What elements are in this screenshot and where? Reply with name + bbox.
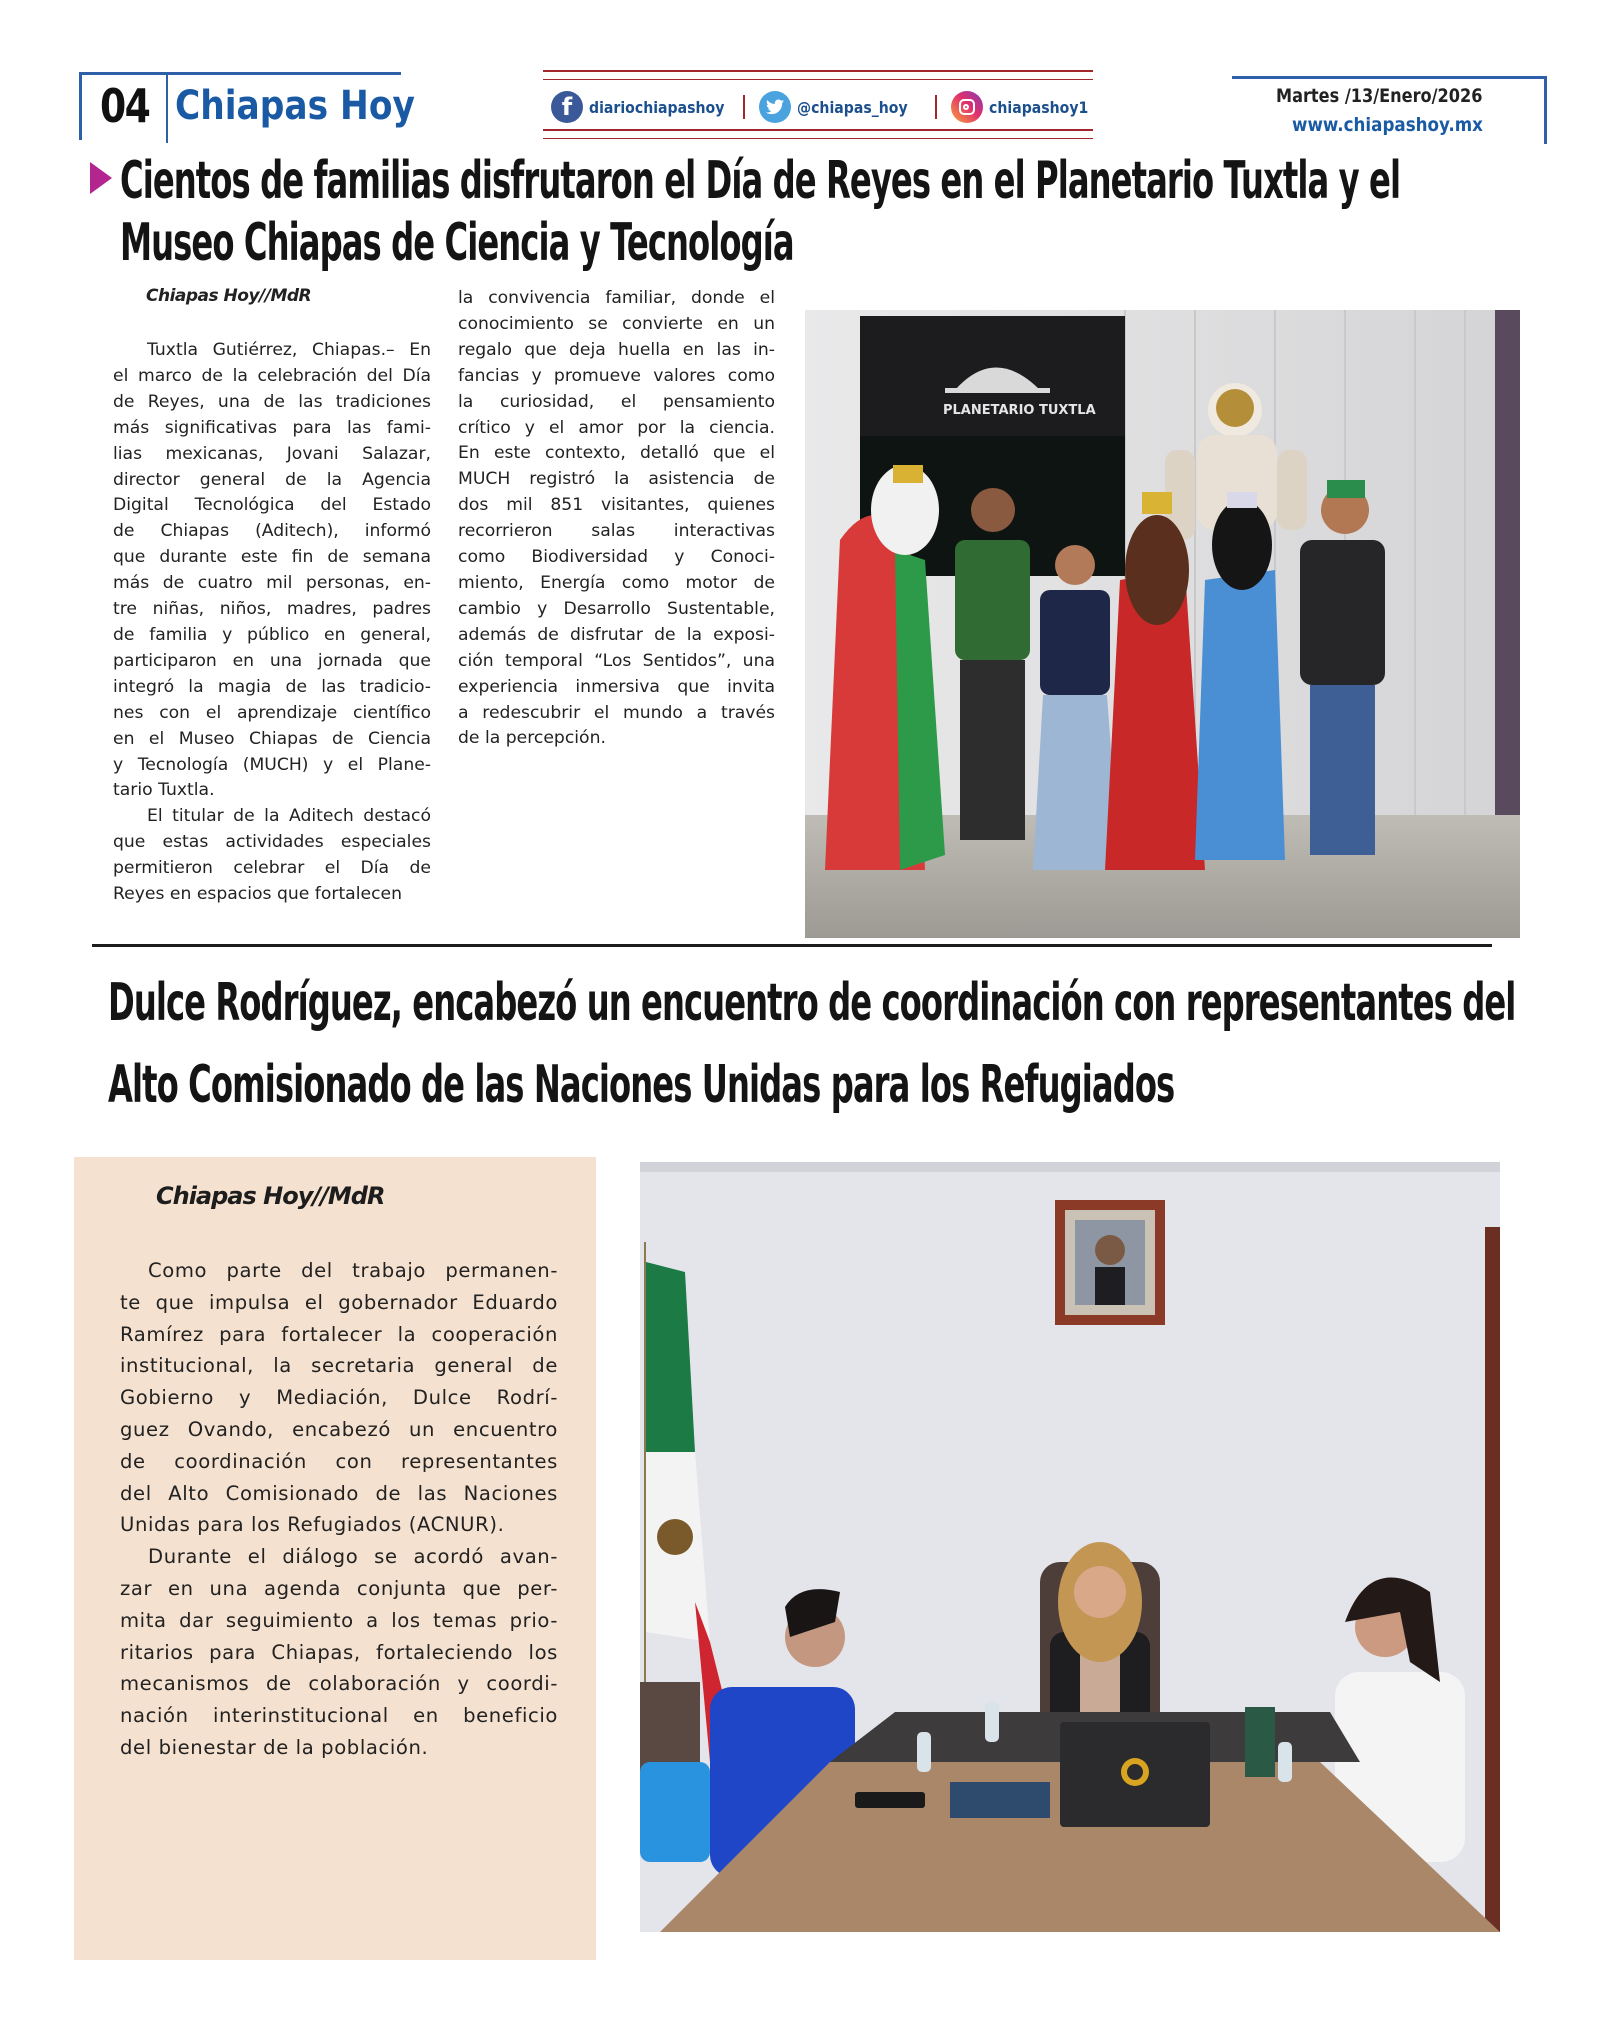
text-line: Reyes en espacios que fortalecen (113, 884, 402, 905)
text-line: Ramírez para fortalecer la cooperación (120, 1322, 558, 1346)
text-line: que estas actividades especiales (113, 832, 431, 853)
headline-line: Alto Comisionado de las Naciones Unidas para los Refugiados (108, 1055, 1175, 1115)
rule (543, 79, 1093, 80)
twitter-handle: @chiapas_hoy (796, 97, 908, 117)
article-separator-rule (92, 944, 1492, 947)
text-line: integró la magia de las tradicio- (113, 676, 431, 697)
text-line: Como parte del trabajo permanen- (148, 1259, 558, 1282)
instagram-handle: chiapashoy1 (988, 97, 1088, 117)
page-header-right (1232, 76, 1547, 144)
text-line: la curiosidad, el pensamiento (458, 391, 775, 412)
planetarium-sign-text: PLANETARIO TUXTLA (943, 403, 1096, 418)
text-line: permitieron celebrar el Día de (113, 858, 431, 879)
article2-photo (640, 1162, 1500, 1932)
text-line: a redescubrir el mundo a través (458, 702, 775, 723)
text-line: más significativas para las fami- (113, 417, 431, 438)
text-line: la convivencia familiar, donde el (458, 288, 775, 308)
text-line: conocimiento se convierte en un (458, 313, 775, 334)
article2-headline (108, 962, 1515, 1126)
text-line: Tuxtla Gutiérrez, Chiapas.– En (147, 340, 431, 360)
text-line: en el Museo Chiapas de Ciencia (113, 728, 431, 749)
text-line: crítico y el amor por la ciencia. (458, 417, 775, 438)
text-line: que durante este fin de semana (113, 547, 431, 568)
instagram-icon (951, 91, 983, 123)
separator (743, 95, 745, 119)
text-line: guez Ovando, encabezó un encuentro (120, 1417, 558, 1441)
planetarium-photo-illustration (805, 310, 1520, 938)
text-line: miento, Energía como motor de (458, 572, 775, 593)
text-line: de familia y público en general, (113, 624, 431, 645)
social-twitter[interactable] (759, 91, 923, 123)
text-line: Durante el diálogo se acordó avan- (148, 1545, 558, 1569)
text-line: más de cuatro mil personas, en- (113, 573, 431, 594)
text-line: de Reyes, una de las tradiciones (113, 391, 431, 412)
social-instagram[interactable] (951, 91, 1102, 123)
social-facebook[interactable] (551, 91, 743, 123)
text-line: lias mexicanas, Jovani Salazar, (113, 443, 431, 464)
text-line: zar en una agenda conjunta que per- (120, 1576, 558, 1600)
text-line: Gobierno y Mediación, Dulce Rodrí- (120, 1386, 558, 1410)
text-line: de la percepción. (458, 728, 606, 749)
rule (543, 70, 1093, 72)
page-number: 04 (100, 79, 150, 133)
text-line: director general de la Agencia (113, 469, 431, 490)
headline-line: Dulce Rodríguez, encabezó un encuentro de coordinación con representantes del (108, 973, 1516, 1033)
article2-body (120, 1255, 558, 1764)
headline-arrow-icon (90, 162, 112, 194)
text-line: te que impulsa el gobernador Eduardo (120, 1290, 558, 1314)
twitter-icon (759, 91, 791, 123)
text-line: regalo que deja huella en las in- (458, 339, 775, 360)
text-line: participaron en una jornada que (113, 650, 431, 671)
text-line: tario Tuxtla. (113, 780, 215, 801)
text-line: tre niñas, niños, madres, padres (113, 599, 431, 620)
article1-byline: Chiapas Hoy//MdR (146, 286, 312, 306)
text-line: del bienestar de la población. (120, 1735, 429, 1759)
website-link[interactable]: www.chiapashoy.mx (1292, 114, 1483, 136)
article1-column1 (113, 338, 431, 908)
text-line: nación interinstitucional en beneficio (120, 1704, 558, 1728)
text-line: además de disfrutar de la exposi- (458, 624, 775, 645)
text-line: El titular de la Aditech destacó (147, 806, 431, 827)
text-line: ción temporal “Los Sentidos”, una (458, 650, 775, 671)
text-line: el marco de la celebración del Día (113, 365, 431, 386)
text-line: dos mil 851 visitantes, quienes (458, 495, 775, 516)
text-line: MUCH registró la asistencia de (458, 469, 775, 490)
social-handles (551, 90, 1101, 124)
text-line: cambio y Desarrollo Sustentable, (458, 598, 775, 619)
text-line: fancias y promueve valores como (458, 365, 775, 386)
text-line: institucional, la secretaria general de (120, 1354, 558, 1378)
text-line: del Alto Comisionado de las Naciones (120, 1481, 558, 1505)
rule (543, 129, 1093, 131)
article1-headline (120, 150, 1400, 274)
text-line: como Biodiversidad y Conoci- (458, 547, 775, 568)
social-media-bar (543, 70, 1093, 140)
header-divider (166, 75, 168, 143)
text-line: mecanismos de colaboración y coordi- (120, 1672, 558, 1696)
text-line: recorrieron salas interactivas (458, 521, 775, 542)
text-line: En este contexto, detalló que el (458, 443, 775, 464)
newspaper-brand: Chiapas Hoy (175, 83, 415, 129)
meeting-photo-illustration (640, 1162, 1500, 1932)
text-line: mita dar seguimiento a los temas prio- (120, 1608, 558, 1632)
article2-byline: Chiapas Hoy//MdR (156, 1182, 385, 1210)
text-line: de coordinación con representantes (120, 1449, 558, 1473)
text-line: Unidas para los Refugiados (ACNUR). (120, 1513, 505, 1537)
text-line: Digital Tecnológica del Estado (113, 495, 431, 516)
page-header-left (79, 72, 415, 140)
rule (543, 138, 1093, 139)
text-line: de Chiapas (Aditech), informó (113, 521, 431, 542)
facebook-icon: f (551, 91, 583, 123)
headline-line: Cientos de familias disfrutaron el Día de Reyes en el Planetario Tuxtla y el (120, 151, 1401, 211)
separator (935, 95, 937, 119)
text-line: ritarios para Chiapas, fortaleciendo los (120, 1640, 558, 1664)
text-line: nes con el aprendizaje científico (113, 702, 431, 723)
facebook-handle: diariochiapashoy (589, 97, 725, 117)
text-line: y Tecnología (MUCH) y el Plane- (113, 754, 431, 775)
issue-date: Martes /13/Enero/2026 (1276, 85, 1483, 107)
article1-photo (805, 310, 1520, 938)
article1-column2 (458, 286, 775, 752)
text-line: experiencia inmersiva que invita (458, 676, 775, 697)
headline-line: Museo Chiapas de Ciencia y Tecnología (120, 213, 794, 273)
